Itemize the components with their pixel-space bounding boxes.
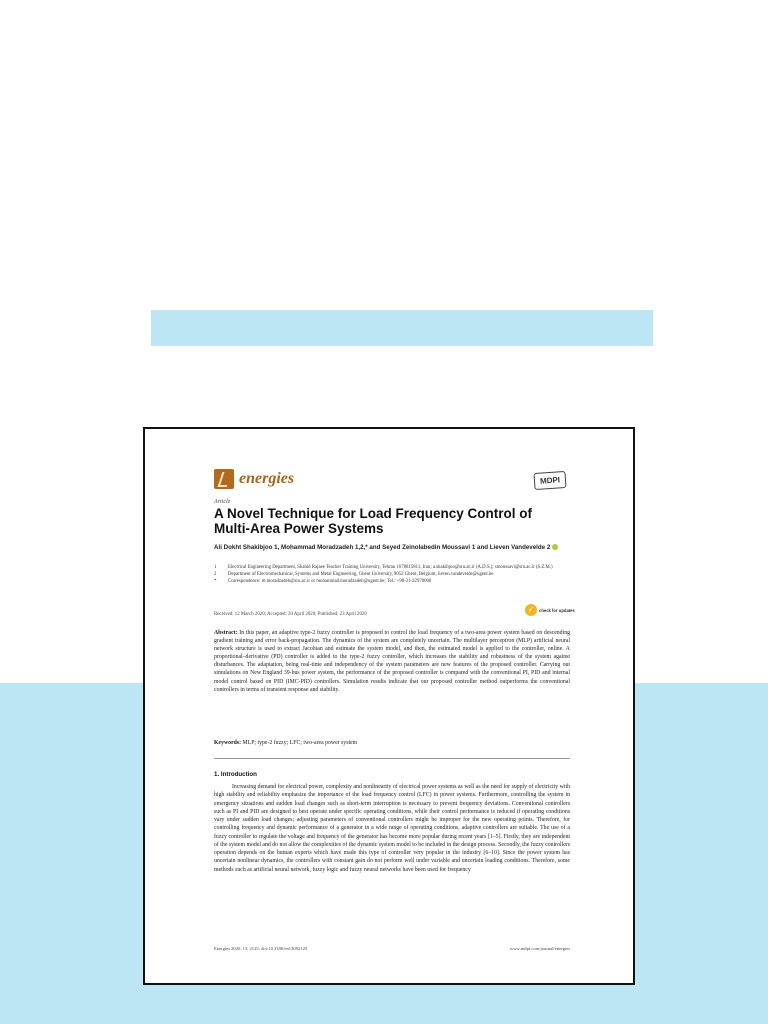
light-blue-banner [151, 310, 653, 346]
authors-text: Ali Dokht Shakibjoo 1, Mohammad Moradzadeh 1,2,* and Seyed Zeinolabedin Moussavi 1 and Lieven Vandevelde 2 [214, 544, 551, 551]
publisher-logo: MDPI [533, 471, 566, 490]
article-type: Article [214, 499, 231, 505]
page-footer [214, 946, 570, 951]
article-title: A Novel Technique for Load Frequency Control of Multi-Area Power Systems [214, 506, 533, 536]
abstract-text: In this paper, an adaptive type-2 fuzzy controller is proposed to control the load frequency of a two-area power system based on descending gradient training and error back-propagation. The dynamics of the system are completely uncertain. The multilayer perceptron (MLP) artificial neural network structure is used to extract Jacobian and estimate the system model, and then, the estimated model is applied to the controller, online. A proportional–derivative (PD) controller is added to the type-2 fuzzy controller, which increases the stability and robustness of the system against disturbances. The adaptation, being real-time and independency of the system parameters are new features of the proposed controller. Carrying out simulations on New England 39-bus power system, the performance of the proposed controller is compared with the conventional PI, PID and internal model control based on PID (IMC-PID) controllers. Simulation results indicate that our proposed controller method outperforms the conventional controllers in terms of transient response and stability. [214, 630, 570, 693]
divider [214, 758, 570, 759]
citation-info: Energies 2020, 13, 2125; doi:10.3390/en13092125 [214, 946, 308, 951]
journal-url: www.mdpi.com/journal/energies [509, 946, 570, 951]
author-list [214, 543, 574, 552]
orcid-icon [552, 544, 558, 550]
keywords-label: Keywords: [214, 740, 242, 746]
energies-logo-icon [214, 469, 234, 489]
affiliation-item: 2 Department of Electromechanical, Systems and Metal Engineering, Ghent University, 9052 Ghent, Belgium; lieven.vandevelde@ugent.be [214, 572, 494, 578]
journal-header [214, 466, 294, 492]
check-for-updates-badge[interactable] [525, 604, 575, 616]
check-icon: ✓ [525, 604, 537, 616]
journal-name: energies [239, 470, 295, 487]
keywords-text: MLP; type-2 fuzzy; LFC; two-area power system [242, 740, 358, 746]
affiliation-item: 1 Electrical Engineering Department, Shahid Rajaee Teacher Training University, Tehran 1678815811, Iran; a.shakibjoo@sru.ac.ir (A.D.S.); smoussavi@sru.ac.ir (S.Z.M.) [214, 565, 553, 570]
introduction-text: Increasing demand for electrical power, complexity and nonlinearity of electrical power systems as well as the need for supply of electricity with high stability and reliability emphasize the importance of the load frequency control (LFC) in power systems. Furthermore, controlling the system in emergency situations and sudden load changes such as short-term interruption is necessary to prevent frequency deviations. Conventional controllers such as PI and PID are designed to best operate under specific operating conditions, while their control performance is reduced if operating conditions vary under sudden load changes; adjusting parameters of conventional controllers might be improper for the new operating points. Therefore, for controlling frequency and dynamic performance of a generator in a wide range of operating conditions, adaptive controllers are suitable. The use of a fuzzy controller to regulate the voltage and frequency of the generator has become more popular during recent years [1–5]. Firstly, they are independent of the system model and do not allow the complexities of the dynamic system model to be included in the design process. Secondly, the fuzzy controllers operation depends on the human experts which have made this type of controller very popular in the industry [6–10]. Since the power system has uncertain nonlinear dynamics, the controllers with constant gain do not perform well under variable and uncertain loading conditions. Therefore, some methods such as artificial neural network, fuzzy logic and fuzzy neural networks have been used for frequency [214, 784, 570, 873]
section-heading: 1. Introduction [214, 771, 257, 778]
document-preview [143, 427, 635, 985]
affiliation-item: * Correspondence: m.moradzadeh@sru.ac.ir or mohammad.moradzadeh@ugent.be; Tel.: +98-21-22970006 [214, 579, 432, 585]
abstract [214, 629, 570, 694]
updates-label: check for updates [539, 607, 575, 613]
abstract-label: Abstract: [214, 630, 238, 636]
publication-dates: Received: 12 March 2020; Accepted: 20 April 2020; Published: 23 April 2020 [214, 612, 367, 617]
keywords [214, 740, 570, 746]
affiliations [214, 565, 584, 587]
